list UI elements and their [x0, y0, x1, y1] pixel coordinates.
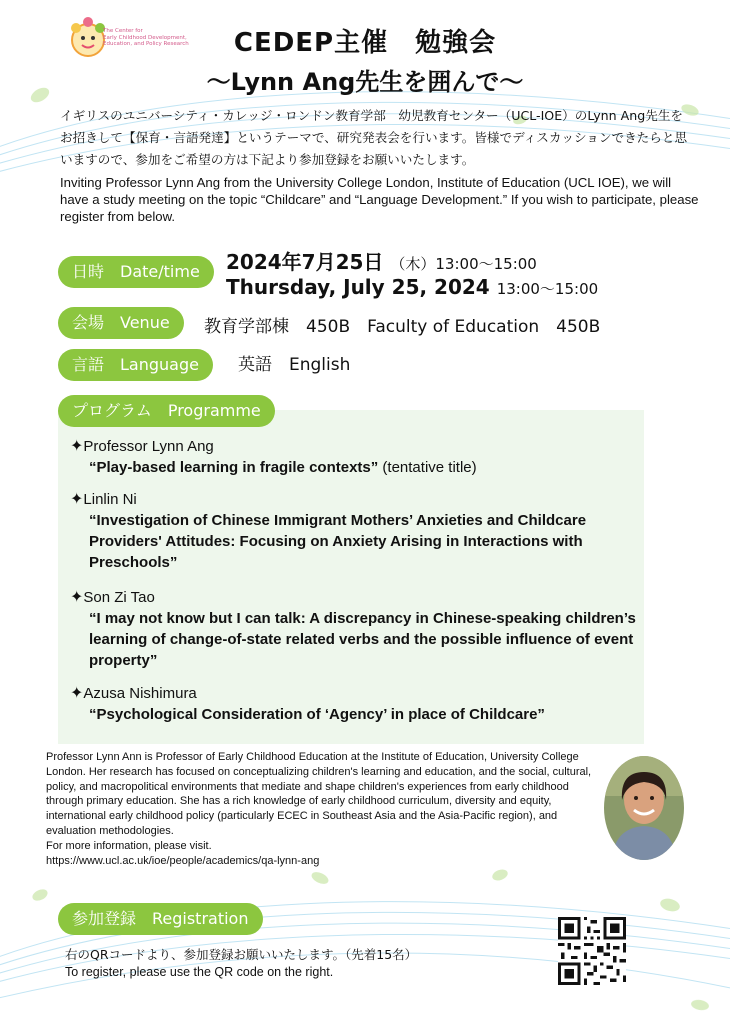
programme-note: (tentative title)	[382, 459, 477, 476]
intro-english: Inviting Professor Lynn Ang from the University College London, Institute of Education (UCL IOE), we will have a study meeting on the topic “Childcare” and “Language Development.” If you wish to participate, please register from below.	[60, 175, 699, 224]
programme-speaker: Azusa Nishimura	[83, 685, 197, 702]
star-bullet-icon: ✦	[70, 589, 84, 606]
venue-label: 会場 Venue	[58, 307, 184, 339]
date-japanese-day: 2024年7月25日	[226, 250, 384, 274]
language-label: 言語 Language	[58, 349, 213, 381]
star-bullet-icon: ✦	[70, 491, 84, 508]
registration-japanese: 右のQRコードより、参加登録お願いいたします。（先着15名）	[65, 947, 418, 962]
programme-speaker: Linlin Ni	[83, 491, 137, 508]
date-english-day: Thursday, July 25, 2024	[226, 275, 490, 299]
page-subtitle: 〜Lynn Ang先生を囲んで〜	[206, 68, 524, 96]
registration-qr-code[interactable]	[558, 917, 626, 985]
programme-speaker: Professor Lynn Ang	[83, 438, 214, 455]
bio-url-link[interactable]: https://www.ucl.ac.uk/ioe/people/academics/qa-lynn-ang	[46, 854, 320, 867]
registration-label: 参加登録 Registration	[58, 903, 263, 935]
programme-item	[70, 437, 640, 478]
speaker-photo	[604, 756, 684, 860]
programme-speaker: Son Zi Tao	[83, 589, 155, 606]
star-bullet-icon: ✦	[70, 685, 84, 702]
speaker-bio	[46, 750, 594, 868]
logo-text: The Center for Early Childhood Development, Education, and Policy Research	[103, 28, 189, 47]
programme-talk-title: “Play-based learning in fragile contexts”	[89, 459, 379, 476]
venue-value: 教育学部棟 450B Faculty of Education 450B	[204, 317, 601, 337]
programme-label: プログラム Programme	[58, 395, 275, 427]
registration-english: To register, please use the QR code on the right.	[65, 965, 334, 979]
date-japanese	[226, 246, 537, 275]
date-english-time: 13:00〜15:00	[496, 280, 599, 298]
date-japanese-time: （木）13:00〜15:00	[390, 255, 537, 273]
programme-talk-title: “I may not know but I can talk: A discrepancy in Chinese-speaking children’s learning of change-of-state related verbs and the possible influence of event property”	[89, 610, 636, 669]
programme-talk-title: “Investigation of Chinese Immigrant Mothers’ Anxieties and Childcare Providers' Attitudes: Focusing on Anxiety Arising in Interactions with Preschools”	[89, 512, 587, 571]
page-title: CEDEP主催 勉強会	[233, 28, 497, 58]
star-bullet-icon: ✦	[70, 438, 84, 455]
programme-item	[70, 588, 640, 671]
bio-more-info: For more information, please visit.	[46, 839, 212, 852]
datetime-label: 日時 Date/time	[58, 256, 214, 288]
programme-talk-title: “Psychological Consideration of ‘Agency’ in place of Childcare”	[89, 706, 545, 723]
programme-item	[70, 684, 640, 725]
intro-japanese: イギリスのユニバーシティ・カレッジ・ロンドン教育学部 幼児教育センター（UCL-IOE）のLynn Ang先生をお招きして【保育・言語発達】というテーマで、研究発表会を行います。皆様でディスカッションできたらと思いますので、参加をご希望の方は下記より参加登録をお願いいたします。	[60, 108, 688, 167]
bio-text: Professor Lynn Ann is Professor of Early Childhood Education at the Institute of Education, University College London. Her research has focused on conceptualizing children's learning and education, and the social, cultural, policy, and macropolitical environments that mediate and shape children's experiences from early childhood through primary education. She has a rich knowledge of early childhood curriculum, diversity and equity, international early childhood policy (particularly ECEC in Southeast Asia and the Asia-Pacific region), and evaluation methodologies.	[46, 751, 592, 837]
date-english	[226, 275, 598, 299]
programme-item	[70, 490, 640, 573]
language-value: 英語 English	[238, 355, 351, 375]
